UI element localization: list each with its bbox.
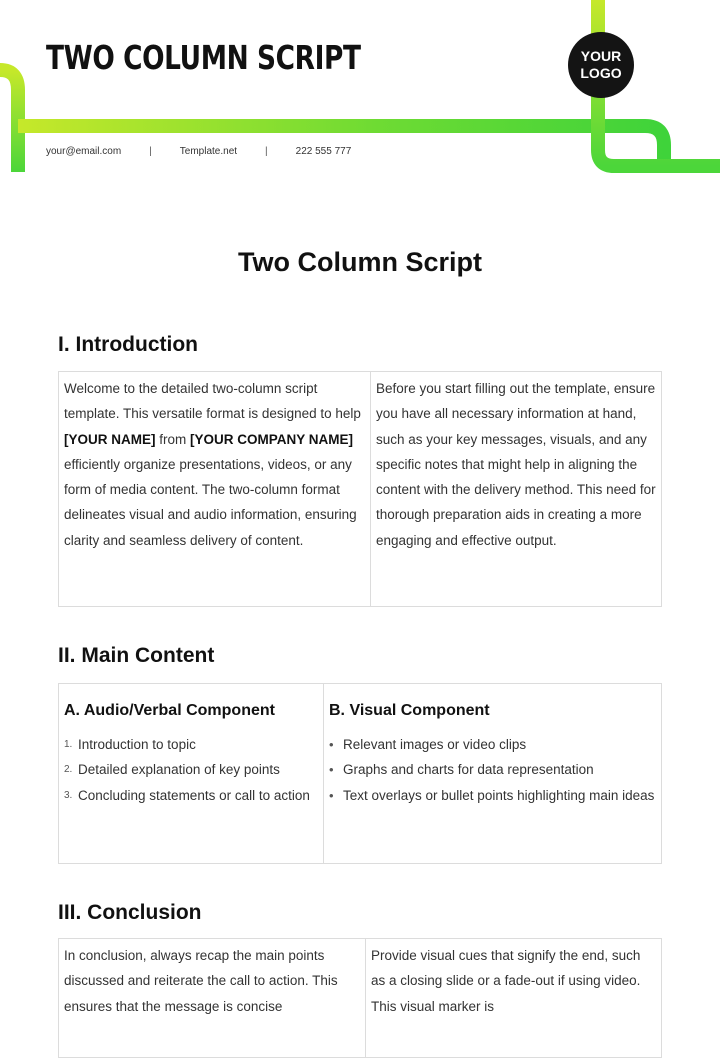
contact-email: your@email.com (46, 146, 122, 157)
logo-line-2: LOGO (580, 65, 622, 81)
visual-component-title: B. Visual Component (329, 702, 490, 719)
contact-phone: 222 555 777 (295, 146, 352, 157)
section-heading-main-content: II. Main Content (58, 644, 215, 667)
contact-website: Template.net (179, 146, 238, 157)
introduction-left-text: Welcome to the detailed two-column script template. This versatile format is designed to help [YOUR NAME] from [YOUR COMPANY NAME] efficiently organize presentations, videos, or any form of media content. The two-column format delineates visual and audio information, ensuring clarity and seamless delivery of content. (64, 381, 361, 548)
list-item: 2. Detailed explanation of key points (64, 762, 280, 778)
main-content-table (58, 683, 662, 864)
visual-component-cell (323, 684, 661, 863)
contact-separator: | (265, 146, 268, 157)
list-item: 1. Introduction to topic (64, 737, 196, 752)
list-item: • Text overlays or bullet points highlighting main ideas (329, 787, 655, 803)
introduction-left-cell (59, 372, 370, 606)
list-item: • Relevant images or video clips (329, 737, 527, 752)
page-header (0, 0, 720, 190)
placeholder-company-name: [YOUR COMPANY NAME] (190, 431, 354, 447)
document-title: Two Column Script (238, 247, 482, 277)
conclusion-left-text: In conclusion, always recap the main points discussed and reiterate the call to action. This ensures that the message is concise (64, 948, 338, 1014)
introduction-table (58, 371, 662, 607)
list-item: • Graphs and charts for data representation (329, 762, 594, 778)
visual-component-list (329, 732, 656, 808)
list-item: 3. Concluding statements or call to action (64, 787, 310, 803)
header-brand-title: TWO COLUMN SCRIPT (46, 38, 361, 77)
audio-component-list (64, 732, 318, 808)
contact-info (46, 146, 351, 157)
conclusion-right-cell (365, 939, 661, 1057)
conclusion-table (58, 938, 662, 1058)
section-heading-conclusion: III. Conclusion (58, 901, 202, 924)
audio-component-title: A. Audio/Verbal Component (64, 702, 275, 719)
conclusion-left-cell (59, 939, 365, 1057)
audio-component-cell (59, 684, 323, 863)
section-heading-introduction: I. Introduction (58, 333, 198, 356)
introduction-right-text: Before you start filling out the template, ensure you have all necessary information at hand, such as your key messages, visuals, and any specific notes that might help in aligning the content with the delivery method. This need for thorough preparation aids in creating a more engaging and effective output. (376, 381, 656, 548)
company-logo (568, 32, 634, 98)
placeholder-your-name: [YOUR NAME] (64, 431, 156, 447)
conclusion-right-text: Provide visual cues that signify the end, such as a closing slide or a fade-out if using video. This visual marker is (371, 948, 641, 1014)
introduction-right-cell (370, 372, 661, 606)
contact-separator: | (149, 146, 152, 157)
logo-line-1: YOUR (580, 48, 622, 64)
